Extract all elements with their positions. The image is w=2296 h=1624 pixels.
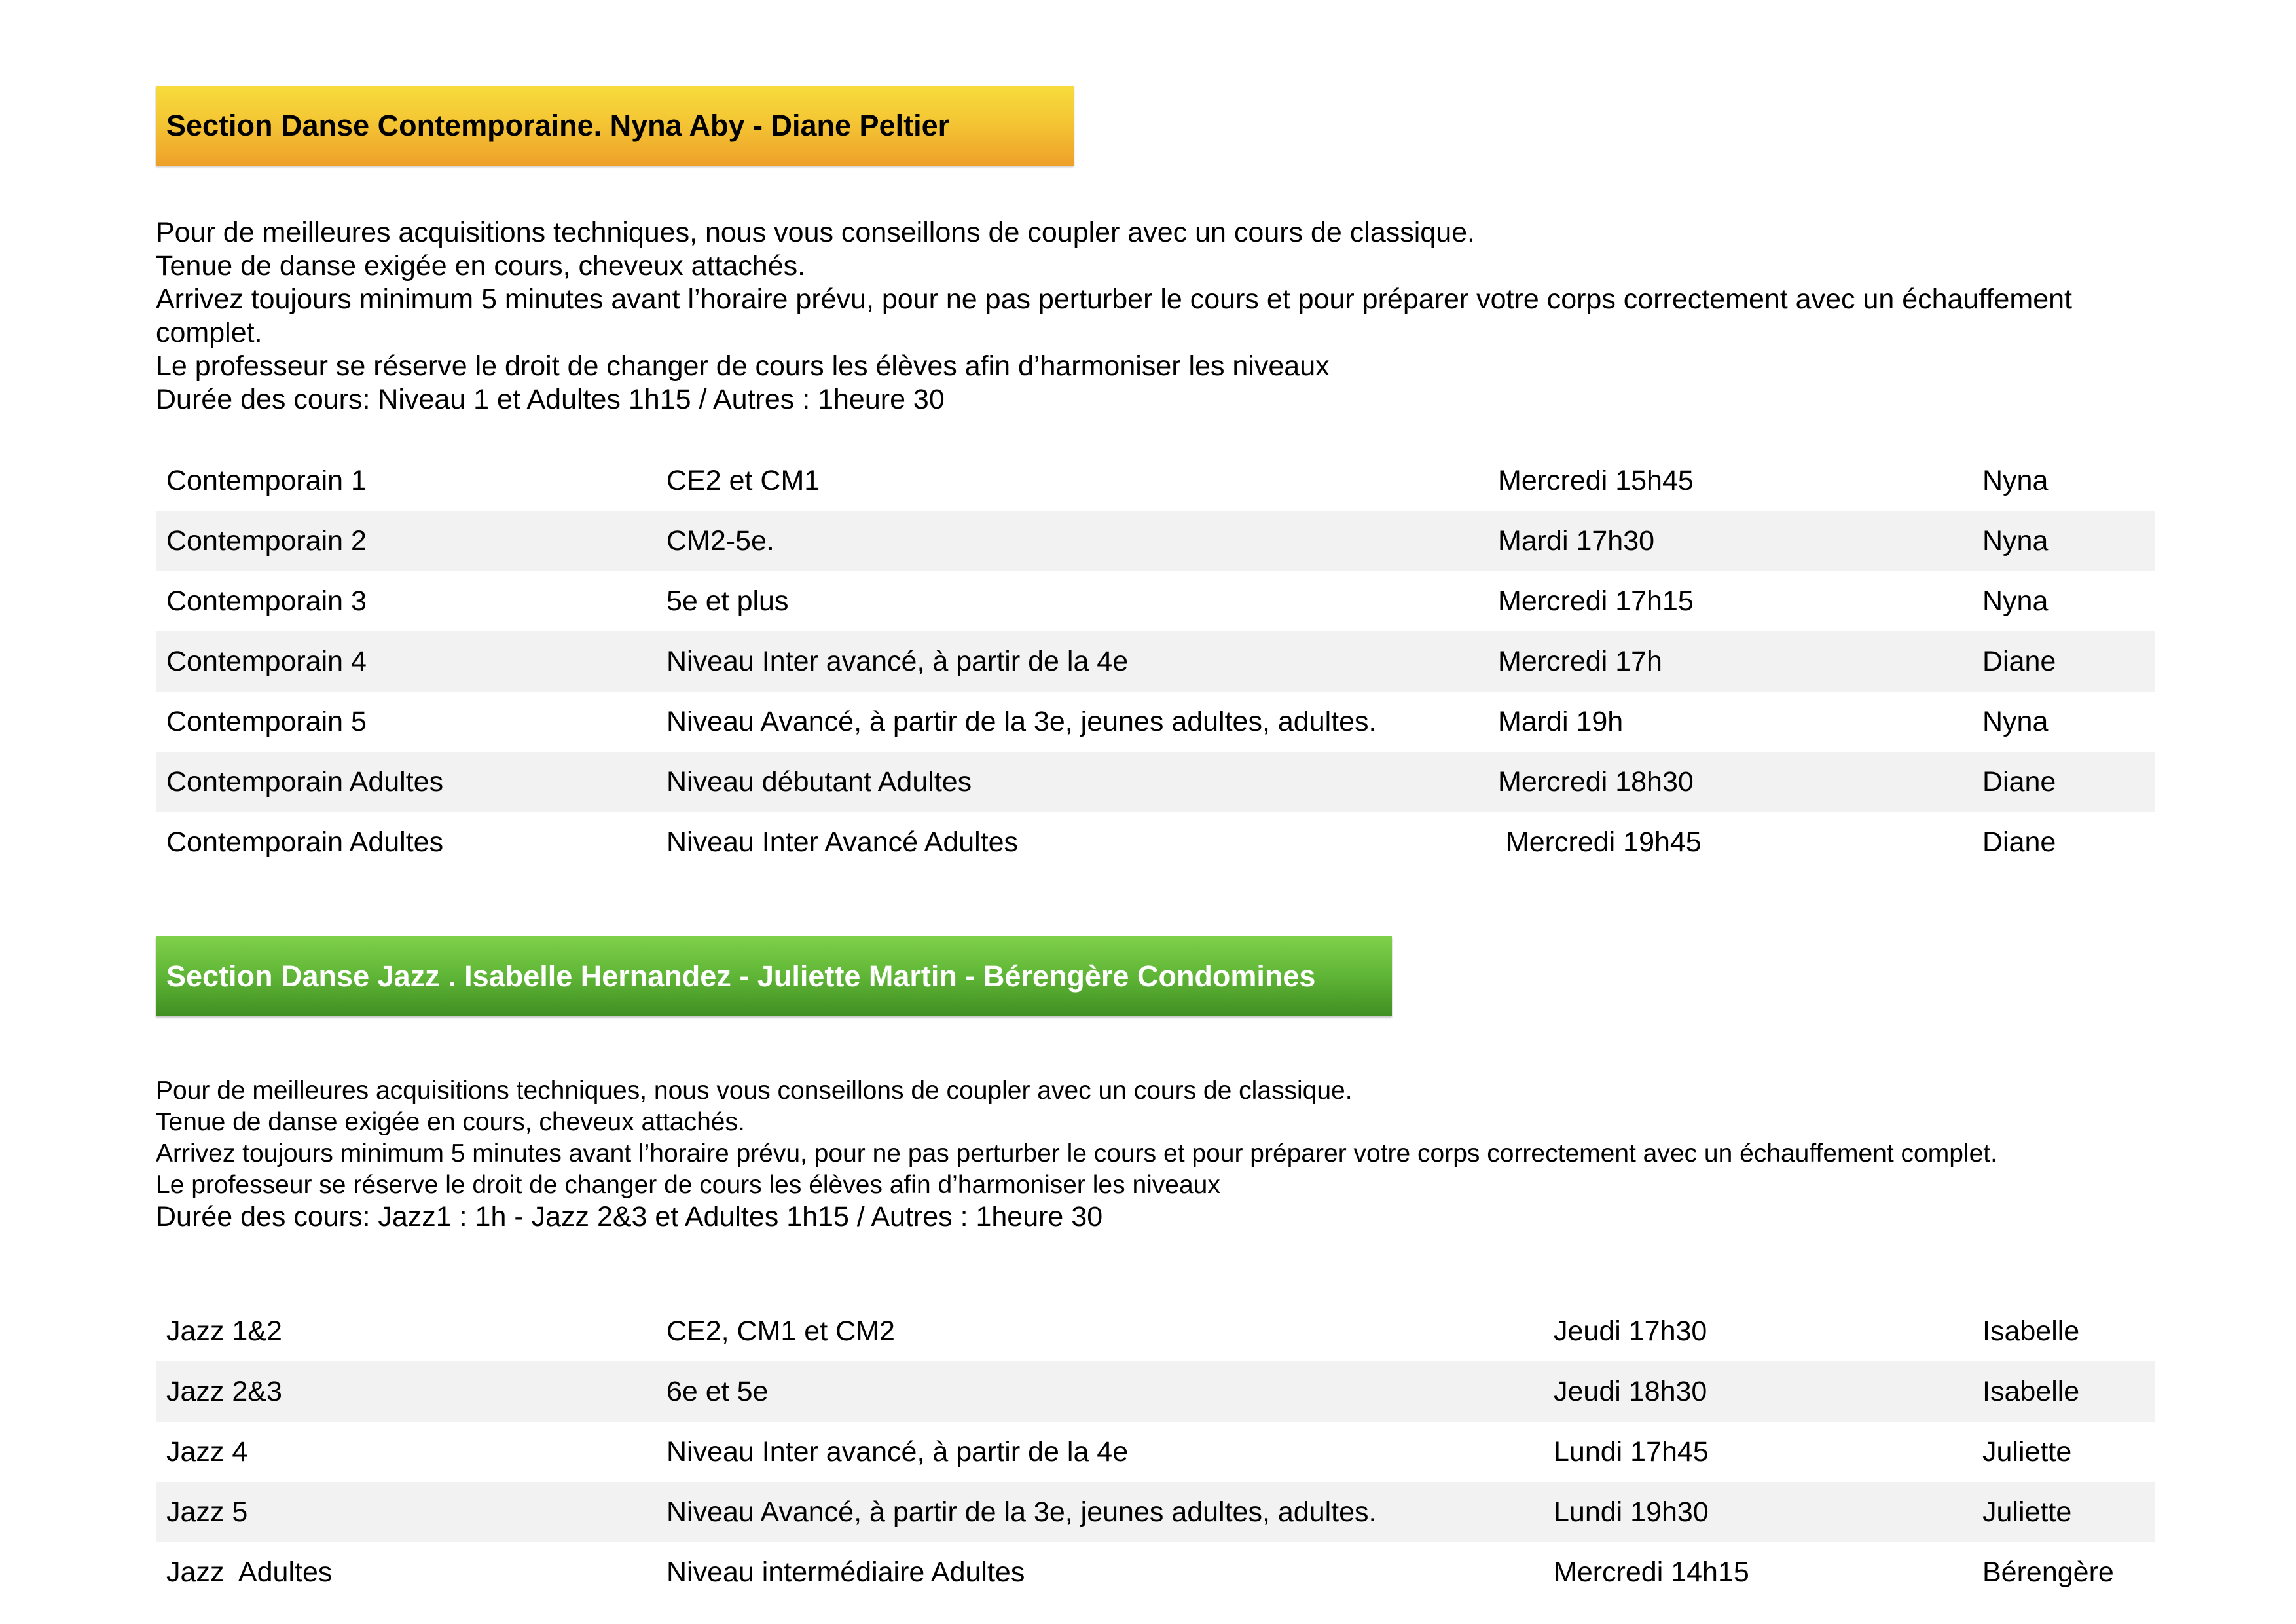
course-name: Contemporain 2: [156, 511, 656, 571]
intro-line: Le professeur se réserve le droit de changer de cours les élèves afin d’harmoniser les niveaux: [156, 350, 1330, 382]
course-schedule: Mercredi 17h15: [1498, 585, 1694, 617]
course-level: 6e et 5e: [656, 1361, 1543, 1422]
table-row: [156, 692, 2155, 752]
intro-line: Pour de meilleures acquisitions techniques, nous vous conseillons de coupler avec un cours de classique.: [156, 1077, 1353, 1105]
course-teacher: Diane: [1972, 631, 2155, 692]
course-level: Niveau débutant Adultes: [656, 752, 1487, 812]
section-header-contemporain: [156, 86, 1074, 166]
course-teacher: Juliette: [1982, 1435, 2072, 1467]
course-name: Contemporain 5: [166, 705, 367, 737]
section-title-contemporain: Section Danse Contemporaine. Nyna Aby - Diane Peltier: [166, 109, 950, 142]
course-name: Jazz 5: [156, 1482, 656, 1542]
table-row: [156, 1482, 2155, 1542]
intro-line: Tenue de danse exigée en cours, cheveux attachés.: [156, 1108, 745, 1136]
table-row: [156, 1422, 2155, 1482]
intro-line: Durée des cours: Jazz1 : 1h - Jazz 2&3 et Adultes 1h15 / Autres : 1heure 30: [156, 1201, 1103, 1232]
intro-contemporain: [156, 216, 2185, 416]
table-row: [156, 511, 2155, 571]
course-teacher: Nyna: [1982, 464, 2049, 496]
course-name: Contemporain 1: [166, 464, 367, 496]
course-schedule: Mercredi 14h15: [1554, 1556, 1749, 1588]
intro-line: Arrivez toujours minimum 5 minutes avant l’horaire prévu, pour ne pas perturber le cours et pour préparer votre corps correctement avec un échauffement complet.: [156, 284, 2073, 348]
course-teacher: Isabelle: [1982, 1315, 2080, 1347]
course-level: Niveau Avancé, à partir de la 3e, jeunes adultes, adultes.: [656, 1482, 1543, 1542]
course-table-jazz: [156, 1301, 2155, 1602]
table-row: [156, 1301, 2155, 1361]
course-level: 5e et plus: [666, 585, 789, 617]
course-name: Jazz Adultes: [166, 1556, 333, 1588]
course-level: CE2 et CM1: [666, 464, 820, 496]
course-schedule: Lundi 19h30: [1543, 1482, 1972, 1542]
course-schedule: Mercredi 18h30: [1487, 752, 1972, 812]
course-name: Contemporain Adultes: [166, 826, 444, 858]
course-level: Niveau Inter avancé, à partir de la 4e: [666, 1435, 1129, 1467]
intro-line: Tenue de danse exigée en cours, cheveux attachés.: [156, 250, 806, 282]
intro-line: Arrivez toujours minimum 5 minutes avant l’horaire prévu, pour ne pas perturber le cours et pour préparer votre corps correctement avec un échauffement complet.: [156, 1139, 1997, 1168]
section-header-jazz: [156, 936, 1392, 1016]
course-teacher: Diane: [1982, 826, 2056, 858]
course-schedule: Mercredi 17h: [1487, 631, 1972, 692]
course-schedule: Jeudi 17h30: [1554, 1315, 1707, 1347]
course-schedule: Jeudi 18h30: [1543, 1361, 1972, 1422]
table-row: [156, 752, 2155, 812]
course-level: CM2-5e.: [656, 511, 1487, 571]
course-name: Jazz 4: [166, 1435, 248, 1467]
table-row: [156, 571, 2155, 631]
course-level: Niveau Inter avancé, à partir de la 4e: [656, 631, 1487, 692]
course-level: Niveau intermédiaire Adultes: [666, 1556, 1025, 1588]
intro-jazz: [156, 1075, 2185, 1232]
table-row: [156, 451, 2155, 511]
course-name: Jazz 1&2: [166, 1315, 282, 1347]
course-teacher: Bérengère: [1982, 1556, 2114, 1588]
course-name: Jazz 2&3: [156, 1361, 656, 1422]
course-teacher: Juliette: [1972, 1482, 2155, 1542]
course-schedule: Lundi 17h45: [1554, 1435, 1709, 1467]
intro-line: Pour de meilleures acquisitions techniques, nous vous conseillons de coupler avec un cours de classique.: [156, 217, 1475, 248]
course-name: Contemporain 4: [156, 631, 656, 692]
course-schedule: Mardi 19h: [1498, 705, 1624, 737]
course-level: Niveau Avancé, à partir de la 3e, jeunes adultes, adultes.: [666, 705, 1377, 737]
course-schedule: Mercredi 15h45: [1498, 464, 1694, 496]
course-level: Niveau Inter Avancé Adultes: [666, 826, 1019, 858]
table-row: [156, 631, 2155, 692]
table-row: [156, 1361, 2155, 1422]
table-row: [156, 1542, 2155, 1602]
intro-line: Le professeur se réserve le droit de changer de cours les élèves afin d’harmoniser les niveaux: [156, 1171, 1220, 1199]
section-title-jazz: Section Danse Jazz . Isabelle Hernandez - Juliette Martin - Bérengère Condomines: [166, 959, 1316, 993]
course-schedule: Mardi 17h30: [1487, 511, 1972, 571]
table-row: [156, 812, 2155, 872]
course-teacher: Nyna: [1972, 511, 2155, 571]
course-level: CE2, CM1 et CM2: [666, 1315, 895, 1347]
course-name: Contemporain Adultes: [156, 752, 656, 812]
course-teacher: Nyna: [1982, 705, 2049, 737]
course-teacher: Nyna: [1982, 585, 2049, 617]
course-teacher: Isabelle: [1972, 1361, 2155, 1422]
course-table-contemporain: [156, 451, 2155, 872]
course-teacher: Diane: [1972, 752, 2155, 812]
course-schedule: Mercredi 19h45: [1498, 826, 1702, 858]
course-name: Contemporain 3: [166, 585, 367, 617]
intro-line: Durée des cours: Niveau 1 et Adultes 1h15 / Autres : 1heure 30: [156, 384, 945, 415]
